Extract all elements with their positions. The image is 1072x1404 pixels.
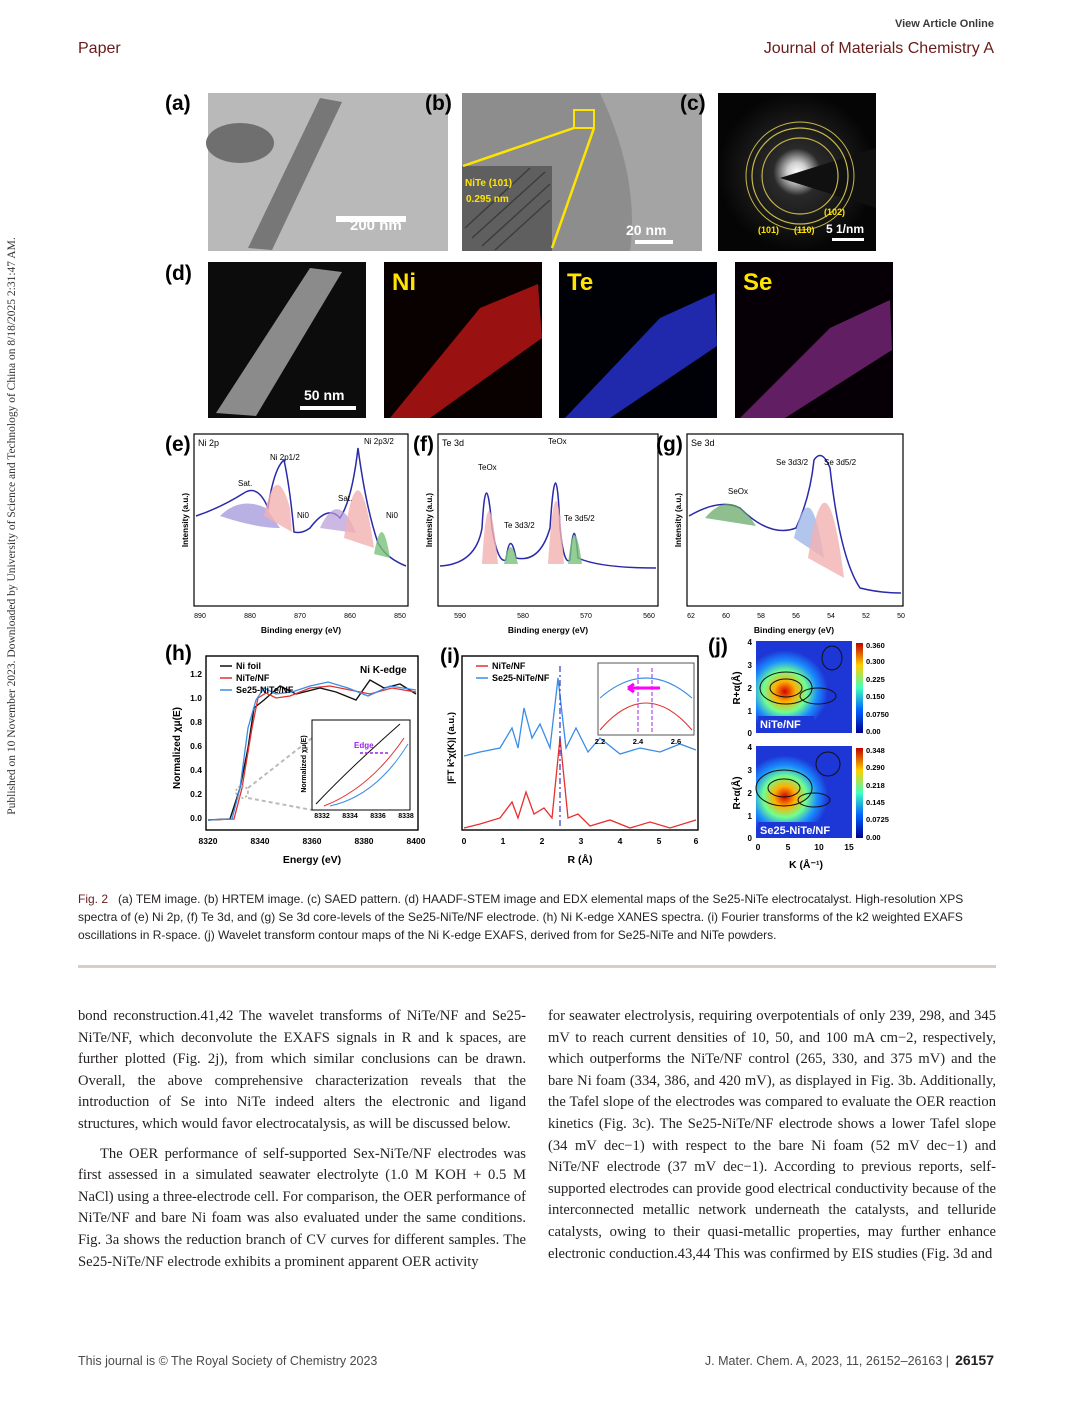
figure-caption (78, 890, 996, 944)
figure-caption-label: Fig. 2 (78, 892, 109, 906)
panel-label-h: (h) (165, 642, 192, 665)
colorbar-tick: 0.218 (866, 781, 885, 790)
xps-xtick: 870 (294, 613, 306, 620)
xps-peak-label: Ni0 (386, 511, 399, 520)
lattice-spacing-label: 0.295 nm (466, 194, 509, 205)
xps-xtick: 60 (722, 613, 730, 620)
wavelet-ylabel: R+α(Å) (732, 776, 743, 810)
wavelet-xtick: 5 (785, 842, 791, 852)
xps-xtick: 860 (344, 613, 356, 620)
wavelet-ytick: 3 (747, 661, 752, 670)
edx-label-te: Te (567, 269, 594, 296)
wavelet-xlabel: K (Å⁻¹) (788, 859, 824, 871)
xanes-xtick: 8380 (354, 836, 374, 846)
colorbar-tick: 0.348 (866, 746, 885, 755)
legend-se-nite: Se25-NiTe/NF (236, 685, 294, 695)
paragraph: The OER performance of self-supported Sex-NiTe/NF electrodes was first assessed in a simulated seawater electrolyte (1.0 M KOH + 0.5 M NaCl) using a three-electrode cell. For comparison, the OER performance of NiTe/NF and bare Ni foam was also evaluated under the same conditions. Fig. 3a shows the reduction branch of CV curves for different samples. The Se25-NiTe/NF electrode exhibits a prominent apparent OER activity (78, 1145, 526, 1270)
exafs-xtick: 5 (656, 836, 662, 846)
edx-label-se: Se (743, 269, 773, 296)
xanes-xtick: 8360 (302, 836, 322, 846)
wavelet-ytick: 4 (747, 743, 752, 752)
wavelet-ytick: 0 (747, 834, 752, 843)
wavelet-ytick: 2 (747, 789, 752, 798)
scale-bar-b: 20 nm (626, 222, 667, 238)
xps-ylabel: Intensity (a.u.) (674, 492, 683, 548)
xps-xtick: 570 (580, 613, 592, 620)
wavelet-ytick: 1 (747, 707, 752, 716)
exafs-xtick: 3 (578, 836, 584, 846)
panel-label-d: (d) (165, 262, 192, 285)
exafs-inset-xtick: 2.6 (670, 737, 682, 746)
xps-xtick: 58 (757, 613, 765, 620)
exafs-inset-xtick: 2.2 (594, 737, 606, 746)
xps-peak-label: Sat. (338, 494, 353, 503)
legend-ni-foil: Ni foil (236, 661, 261, 671)
xps-peak-label: Te 3d3/2 (504, 521, 535, 530)
xanes-ylabel: Normalized χμ(E) (172, 707, 183, 789)
wavelet-label-se-nite: Se25-NiTe/NF (760, 825, 831, 837)
xanes-ytick: 0.8 (190, 717, 202, 727)
download-notice: Published on 10 November 2023. Downloaded by University of Science and Technology of China on 8/18/2025 2:31:47 AM. (6, 237, 18, 815)
colorbar-tick: 0.360 (866, 641, 885, 650)
journal-title: Journal of Materials Chemistry A (763, 40, 994, 57)
xanes-inset-xtick: 8334 (342, 813, 358, 820)
xps-xtick: 52 (862, 613, 870, 620)
body-column-left (78, 1006, 526, 1273)
exafs-xtick: 4 (617, 836, 623, 846)
exafs-xtick: 6 (693, 836, 699, 846)
xanes-ytick: 0.4 (190, 765, 202, 775)
page-number: 26157 (955, 1352, 994, 1368)
exafs-inset-xtick: 2.4 (632, 737, 644, 746)
lattice-plane-label: NiTe (101) (465, 178, 513, 189)
panel-label-j: (j) (708, 635, 728, 658)
xanes-ytick: 0.0 (190, 813, 202, 823)
xanes-ytick: 0.2 (190, 789, 202, 799)
copyright-footer: This journal is © The Royal Society of Chemistry 2023 (78, 1354, 378, 1368)
body-column-right (548, 1006, 996, 1265)
xps-xtick: 890 (194, 613, 206, 620)
xps-se3d-title: Se 3d (691, 438, 715, 448)
xps-xtick: 560 (643, 613, 655, 620)
xps-peak-label: TeOx (548, 437, 567, 446)
xps-peak-label: TeOx (478, 463, 497, 472)
xanes-xtick: 8340 (250, 836, 270, 846)
colorbar-top (856, 643, 863, 733)
exafs-xtick: 0 (461, 836, 467, 846)
xanes-inset-xtick: 8336 (370, 813, 386, 820)
panel-label-c: (c) (680, 92, 706, 115)
caption-divider (78, 965, 996, 968)
section-label: Paper (78, 40, 121, 57)
figure-2 (160, 88, 920, 878)
citation-footer (705, 1352, 994, 1368)
xps-peak-label: Ni0 (297, 511, 310, 520)
xps-ni2p-title: Ni 2p (198, 438, 220, 448)
paragraph: for seawater electrolysis, requiring overpotentials of only 239, 298, and 345 mV to reach current densities of 10, 50, and 100 mA cm−2, respectively, which outperforms the NiTe/NF control (265, 330, and 375 mV) and the bare Ni foam (334, 386, and 420 mV), as displayed in Fig. 3b. Additionally, the Tafel slope of the electrodes was compared to evaluate the OER reaction kinetics (Fig. 3c). The Se25-NiTe/NF electrode shows a lower Tafel slope (34 mV dec−1) with respect to the bare Ni foam (52 mV dec−1) and NiTe/NF electrode (37 mV dec−1). According to previous reports, self-supported electrodes can provide good electrical conductivity because of the interconnected metallic network underneath the catalysts, and telluride catalysts, owing to their quasi-metallic properties, may further enhance electronic conduction.43,44 This was confirmed by EIS studies (Fig. 3d and (548, 1008, 996, 1262)
panel-label-e: (e) (165, 433, 191, 456)
wavelet-ytick: 3 (747, 766, 752, 775)
exafs-xtick: 1 (500, 836, 506, 846)
wavelet-ytick: 0 (747, 729, 752, 738)
xps-peak-label: Ni 2p3/2 (364, 437, 394, 446)
exafs-xlabel: R (Å) (567, 854, 593, 866)
wavelet-ylabel: R+α(Å) (732, 671, 743, 705)
xps-peak-label: Se 3d3/2 (776, 458, 809, 467)
view-article-online-link[interactable]: View Article Online (894, 18, 994, 30)
xps-peak-label: Ni 2p1/2 (270, 453, 300, 462)
colorbar-bottom (856, 748, 863, 838)
saed-ring-110: (110) (794, 225, 815, 235)
wavelet-ytick: 4 (747, 638, 752, 647)
xps-xtick: 580 (517, 613, 529, 620)
colorbar-tick: 0.150 (866, 692, 885, 701)
wavelet-ytick: 1 (747, 812, 752, 821)
saed-ring-101: (101) (758, 225, 780, 235)
xps-ylabel: Intensity (a.u.) (425, 492, 434, 548)
xps-xlabel: Binding energy (eV) (753, 625, 835, 635)
scale-bar-d: 50 nm (304, 387, 345, 403)
xanes-inset-ylabel: Normalized χμ(E) (301, 735, 308, 793)
tem-particle (206, 123, 274, 163)
exafs-xtick: 2 (539, 836, 545, 846)
panel-label-f: (f) (413, 433, 434, 456)
scale-bar-a: 200 nm (350, 217, 402, 234)
paragraph: bond reconstruction.41,42 The wavelet transforms of NiTe/NF and Se25-NiTe/NF, which deconvolute the EXAFS signals in R and k spaces, are further plotted (Fig. 2j), from which similar conclusions can be drawn. Overall, the above comprehensive characterization reveals that the introduction of Se into NiTe indeed alters the electronic and ligand structures, which would favor electrocatalysis, as will be discussed below. (78, 1008, 526, 1132)
xps-ni2p-frame (194, 434, 408, 606)
colorbar-tick: 0.290 (866, 763, 885, 772)
xps-xtick: 590 (454, 613, 466, 620)
xps-xlabel: Binding energy (eV) (260, 625, 342, 635)
wavelet-xtick: 10 (814, 842, 824, 852)
colorbar-tick: 0.0750 (866, 710, 889, 719)
xps-te3d-title: Te 3d (442, 438, 465, 448)
colorbar-tick: 0.145 (866, 798, 885, 807)
panel-label-a: (a) (165, 92, 191, 115)
wavelet-label-nite: NiTe/NF (760, 719, 801, 731)
wavelet-ytick: 2 (747, 684, 752, 693)
xanes-xlabel: Energy (eV) (282, 854, 342, 866)
exafs-ylabel: |FT k²χ(K)| (a.u.) (446, 712, 457, 784)
xanes-ytick: 1.2 (190, 669, 202, 679)
edx-label-ni: Ni (392, 269, 416, 296)
scale-bar-c: 5 1/nm (826, 222, 865, 236)
xanes-title: Ni K-edge (360, 665, 407, 676)
xps-peak-label: SeOx (728, 487, 749, 496)
legend-nite: NiTe/NF (236, 673, 270, 683)
wavelet-xtick: 15 (844, 842, 854, 852)
exafs-inset (598, 663, 694, 735)
legend-se-nite: Se25-NiTe/NF (492, 673, 550, 683)
xps-ylabel: Intensity (a.u.) (181, 492, 190, 548)
colorbar-tick: 0.00 (866, 727, 881, 736)
edge-label: Edge (354, 741, 374, 750)
xps-xtick: 56 (792, 613, 800, 620)
xps-peak-label: Te 3d5/2 (564, 514, 595, 523)
xanes-inset-xtick: 8332 (314, 813, 330, 820)
xps-xtick: 54 (827, 613, 835, 620)
xps-peak-label: Se 3d5/2 (824, 458, 857, 467)
colorbar-tick: 0.300 (866, 657, 885, 666)
colorbar-tick: 0.225 (866, 675, 885, 684)
panel-label-g: (g) (656, 433, 683, 456)
xps-xlabel: Binding energy (eV) (507, 625, 589, 635)
xps-te3d-frame (438, 434, 658, 606)
panel-label-i: (i) (440, 645, 460, 668)
xanes-ytick: 1.0 (190, 693, 202, 703)
panel-label-b: (b) (425, 92, 452, 115)
wavelet-xtick: 0 (755, 842, 761, 852)
figure-caption-text: (a) TEM image. (b) HRTEM image. (c) SAED pattern. (d) HAADF-STEM image and EDX elemental maps of the Se25-NiTe electrocatalyst. High-resolution XPS spectra of (e) Ni 2p, (f) Te 3d, and (g) Se 3d core-levels of the Se25-NiTe/NF electrode. (h) Ni K-edge XANES spectra. (i) Fourier transforms of the k2 weighted EXAFS oscillations in R-space. (j) Wavelet transform contour maps of the Ni K-edge EXAFS, derived from for Se25-NiTe and NiTe powders. (78, 892, 964, 942)
xps-xtick: 850 (394, 613, 406, 620)
xps-xtick: 50 (897, 613, 905, 620)
xps-xtick: 62 (687, 613, 695, 620)
xanes-inset-xtick: 8338 (398, 813, 414, 820)
xanes-xtick: 8320 (198, 836, 218, 846)
xps-peak-label: Sat. (238, 479, 253, 488)
xanes-xtick: 8400 (406, 836, 426, 846)
legend-nite: NiTe/NF (492, 661, 526, 671)
colorbar-tick: 0.00 (866, 833, 881, 842)
xps-xtick: 880 (244, 613, 256, 620)
xanes-inset (312, 720, 410, 810)
xanes-ytick: 0.6 (190, 741, 202, 751)
colorbar-tick: 0.0725 (866, 815, 889, 824)
citation-text: J. Mater. Chem. A, 2023, 11, 26152–26163 | (704, 1354, 950, 1368)
saed-ring-102: (102) (824, 207, 846, 217)
